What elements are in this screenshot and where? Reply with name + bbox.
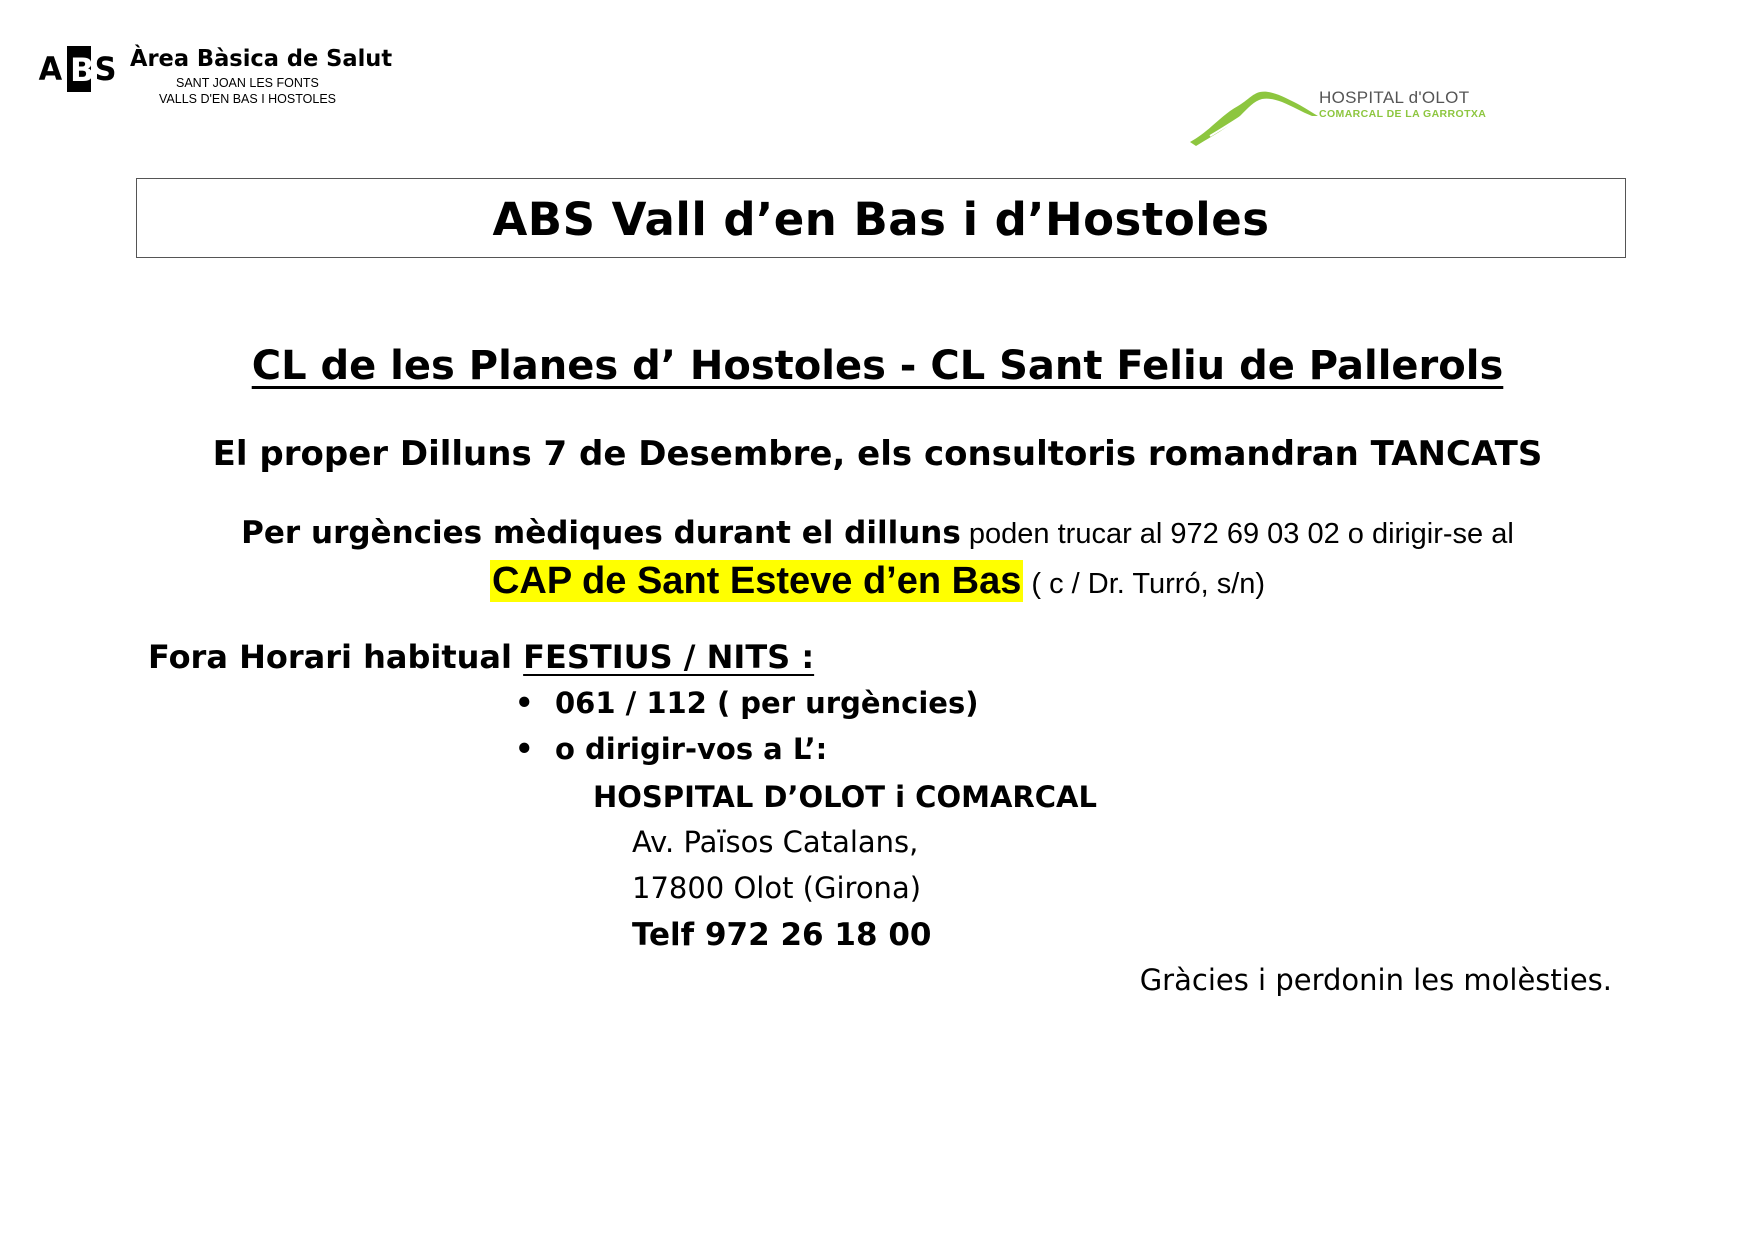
bullet-text: 061 / 112 ( per urgències) [555, 686, 979, 720]
mountain-icon [1190, 86, 1320, 146]
bullet-icon: • [515, 686, 534, 720]
hospital-logo-name: HOSPITAL d'OLOT [1319, 88, 1470, 107]
out-of-hours-underlined: FESTIUS / NITS : [523, 638, 815, 676]
title-box [136, 178, 1626, 258]
hospital-logo-sub: COMARCAL DE LA GARROTXA [1319, 108, 1487, 120]
abs-logo-mark [38, 46, 124, 92]
abs-logo-title: Àrea Bàsica de Salut [130, 46, 393, 72]
hospital-address-line2: 17800 Olot (Girona) [632, 871, 922, 905]
abs-mark-right: S [94, 50, 118, 88]
urgencies-phone-text: poden trucar al 972 69 03 02 o dirigir-se al [960, 518, 1514, 550]
page-title: ABS Vall d’en Bas i d’Hostoles [492, 193, 1270, 246]
abs-mark-cross: B [70, 51, 95, 89]
bullet-text: o dirigir-vos a L’: [555, 732, 828, 766]
abs-mark-left: A [38, 50, 64, 88]
cap-name-highlight: CAP de Sant Esteve d’en Bas [491, 560, 1022, 602]
hospital-name-text: HOSPITAL D’OLOT i COMARCAL [593, 780, 1097, 814]
thanks-note: Gràcies i perdonin les molèsties. [1139, 963, 1612, 997]
hospital-phone: Telf 972 26 18 00 [632, 917, 932, 953]
cap-line [0, 560, 1755, 603]
cap-address: ( c / Dr. Turró, s/n) [1023, 568, 1266, 600]
centers-heading: CL de les Planes d’ Hostoles - CL Sant Feliu de Pallerols [251, 343, 1504, 389]
abs-logo-line1: SANT JOAN LES FONTS [176, 76, 319, 90]
abs-logo-line2: VALLS D'EN BAS I HOSTOLES [159, 92, 336, 106]
out-of-hours-heading [148, 638, 814, 676]
hospital-name [593, 780, 1097, 814]
hospital-address-line1: Av. Països Catalans, [632, 825, 919, 859]
urgencies-line [0, 515, 1755, 551]
hospital-logo [1190, 86, 1490, 146]
bullet-icon: • [515, 732, 534, 766]
urgencies-bold-text: Per urgències mèdiques durant el dilluns [241, 515, 961, 551]
closure-notice: El proper Dilluns 7 de Desembre, els consultoris romandran TANCATS [212, 434, 1543, 474]
out-of-hours-label: Fora Horari habitual [148, 638, 524, 676]
